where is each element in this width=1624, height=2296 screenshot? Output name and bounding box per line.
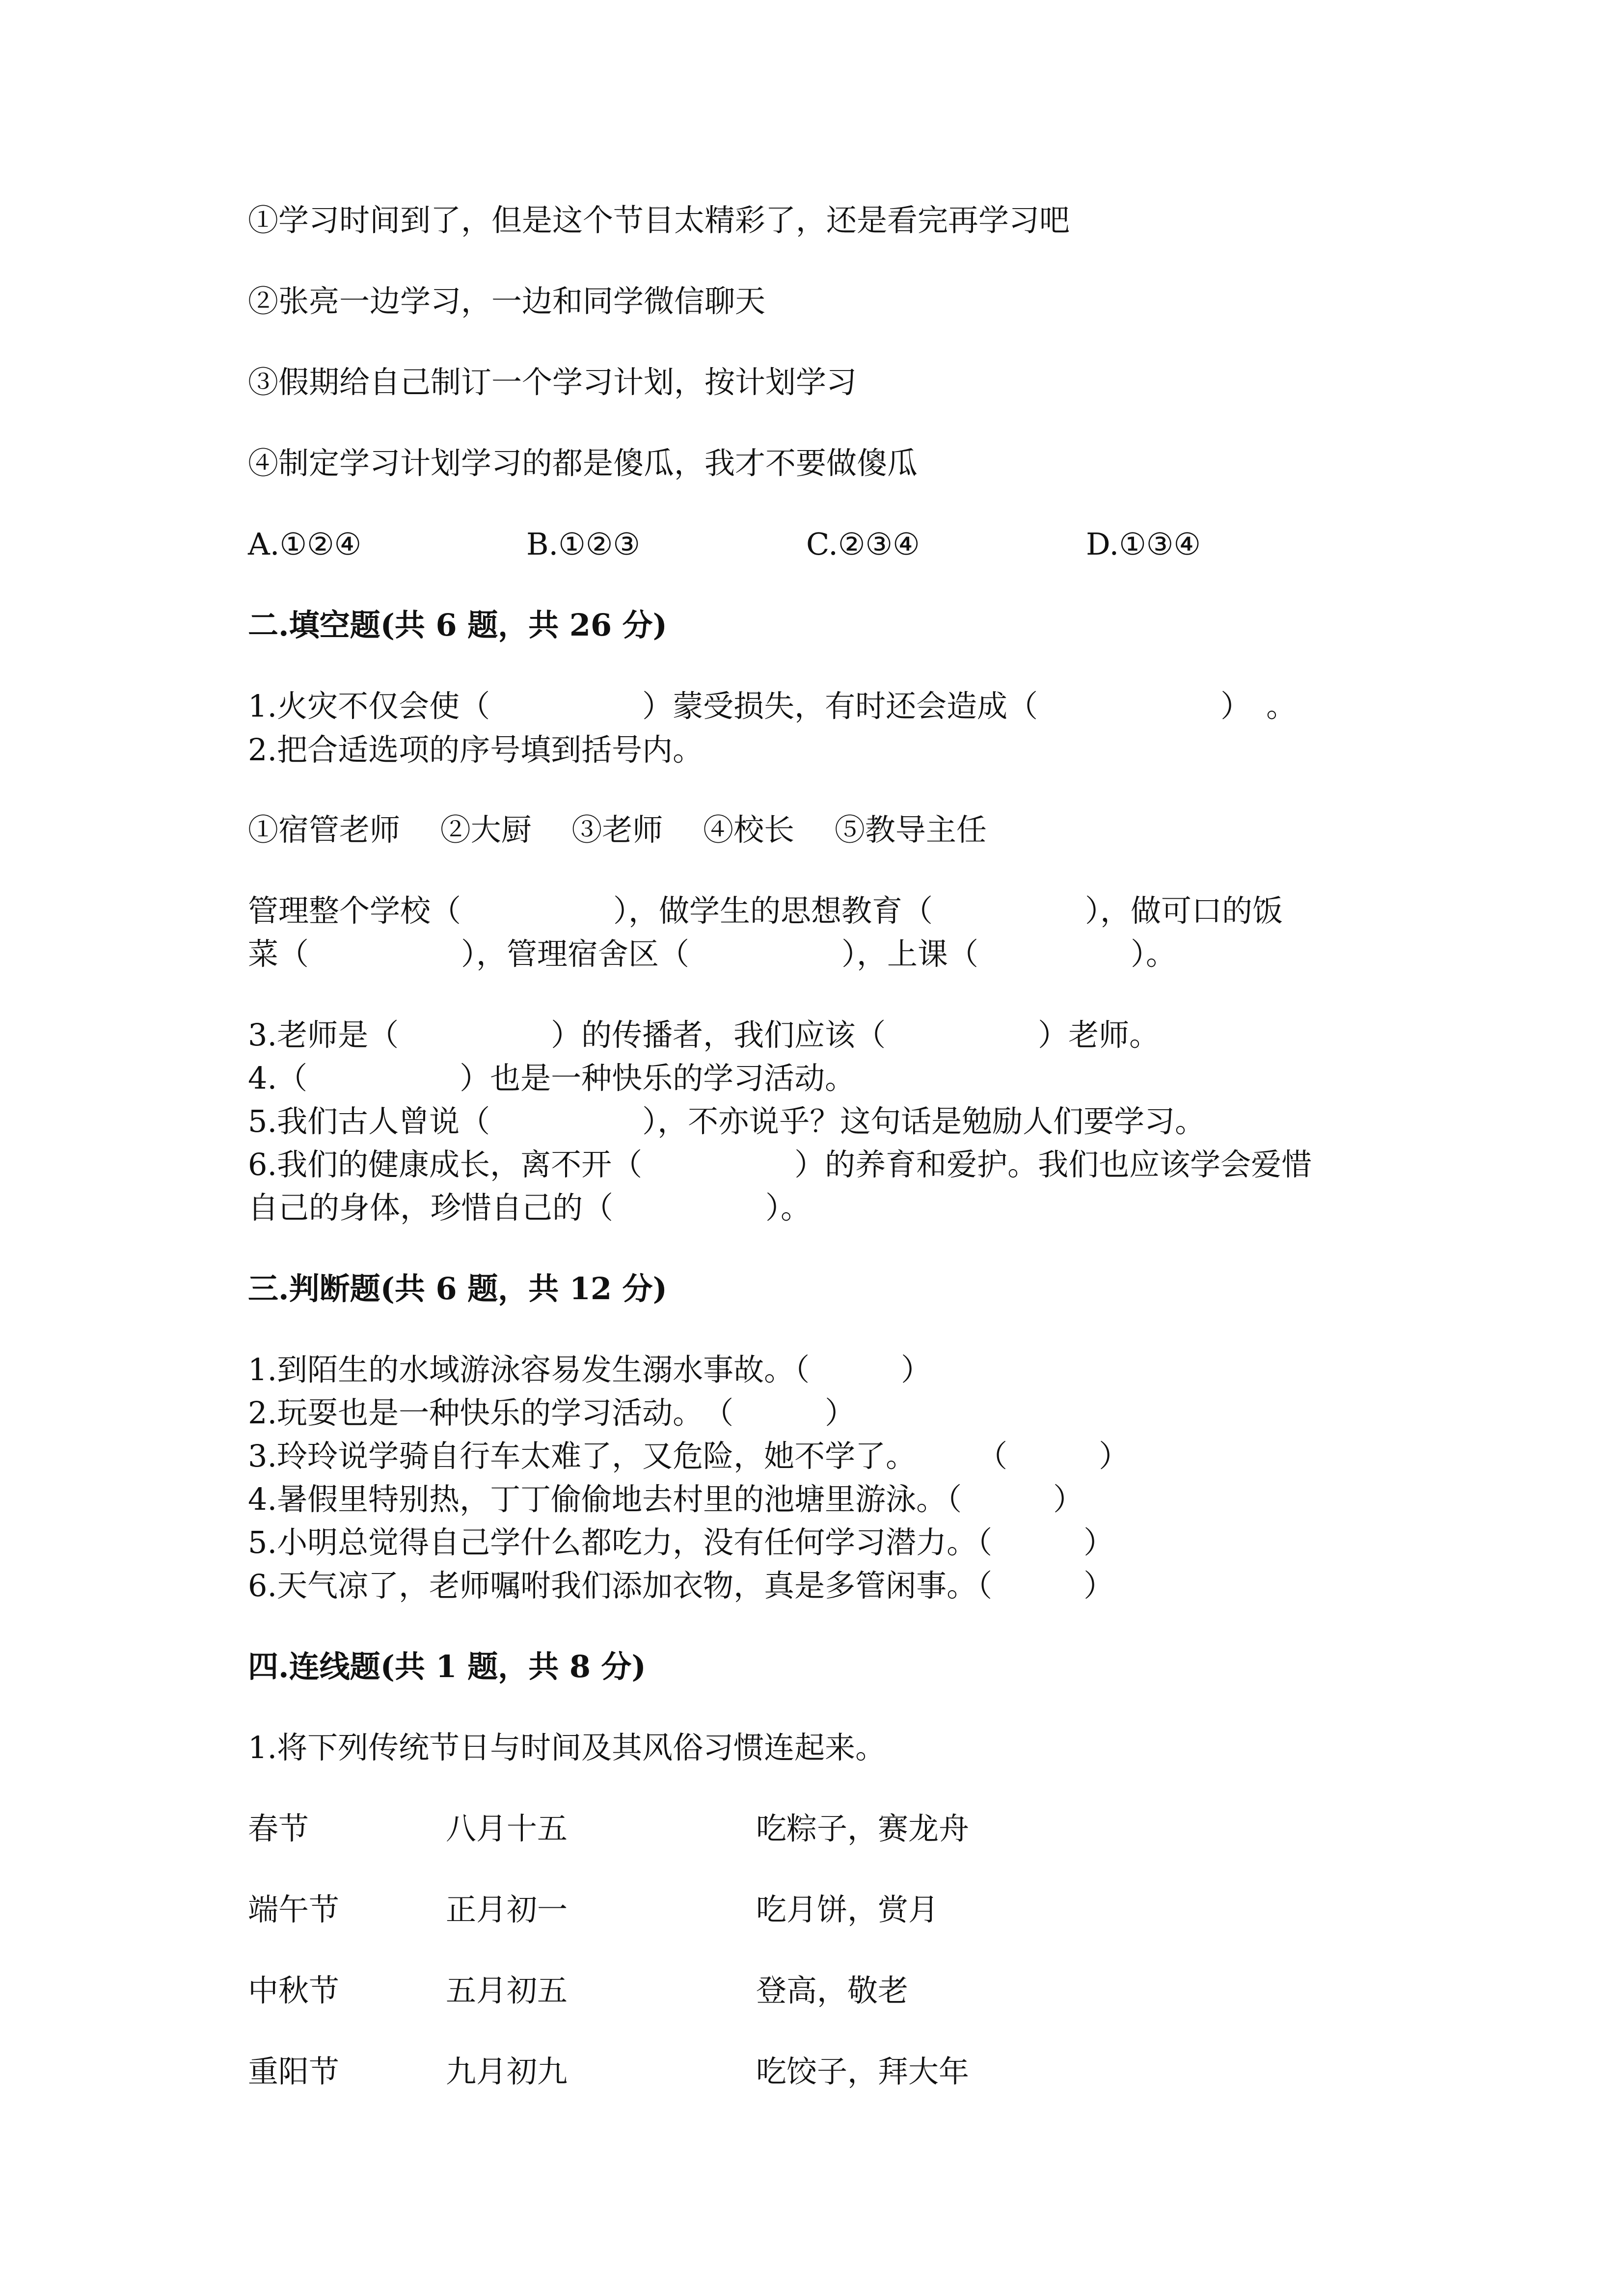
match-custom-1: 吃粽子，赛龙舟 xyxy=(756,1811,970,1846)
fill-question-2-line-2: 菜（ ），管理宿舍区（ ），上课（ ）。 xyxy=(248,936,1177,972)
mc-option-d: D.①③④ xyxy=(1086,526,1201,562)
judge-question-3: 3.玲玲说学骑自行车太难了，又危险，她不学了。 （ ） xyxy=(248,1438,1130,1474)
section-heading-fill: 二.填空题(共 6 题，共 26 分) xyxy=(248,607,668,643)
match-date-3: 五月初五 xyxy=(446,1973,568,2008)
judge-question-1: 1.到陌生的水域游泳容易发生溺水事故。（ ） xyxy=(248,1352,932,1388)
match-custom-4: 吃饺子，拜大年 xyxy=(756,2054,970,2089)
mc-option-b: B.①②③ xyxy=(526,526,641,562)
judge-question-6: 6.天气凉了，老师嘱咐我们添加衣物，真是多管闲事。（ ） xyxy=(248,1568,1114,1603)
match-custom-3: 登高，敬老 xyxy=(756,1973,909,2008)
fill-question-4: 4.（ ）也是一种快乐的学习活动。 xyxy=(248,1060,856,1096)
mc-statement-1: ①学习时间到了，但是这个节目太精彩了，还是看完再学习吧 xyxy=(248,202,1070,238)
fill-question-1: 1.火灾不仅会使（ ）蒙受损失，有时还会造成（ ） 。 xyxy=(248,688,1297,724)
match-question-1: 1.将下列传统节日与时间及其风俗习惯连起来。 xyxy=(248,1730,886,1765)
judge-question-2: 2.玩耍也是一种快乐的学习活动。 （ ） xyxy=(248,1395,856,1431)
judge-question-4: 4.暑假里特别热，丁丁偷偷地去村里的池塘里游泳。（ ） xyxy=(248,1481,1084,1517)
match-date-1: 八月十五 xyxy=(446,1811,568,1846)
fill-question-3: 3.老师是（ ）的传播者，我们应该（ ）老师。 xyxy=(248,1017,1160,1053)
match-custom-2: 吃月饼，赏月 xyxy=(756,1892,939,1927)
judge-question-5: 5.小明总觉得自己学什么都吃力，没有任何学习潜力。（ ） xyxy=(248,1524,1114,1560)
fill-question-6-line-1: 6.我们的健康成长，离不开（ ）的养育和爱护。我们也应该学会爱惜 xyxy=(248,1147,1312,1182)
fill-question-5: 5.我们古人曾说（ ），不亦说乎？这句话是勉励人们要学习。 xyxy=(248,1103,1206,1139)
mc-option-c: C.②③④ xyxy=(806,526,920,562)
match-festival-4: 重阳节 xyxy=(248,2054,340,2089)
match-festival-2: 端午节 xyxy=(248,1892,340,1927)
fill-question-2: 2.把合适选项的序号填到括号内。 xyxy=(248,732,704,768)
fill-question-2-line-1: 管理整个学校（ ），做学生的思想教育（ ），做可口的饭 xyxy=(248,893,1283,929)
section-heading-judge: 三.判断题(共 6 题，共 12 分) xyxy=(248,1271,668,1307)
fill-question-6-line-2: 自己的身体，珍惜自己的（ ）。 xyxy=(248,1190,812,1226)
fill-question-2-options: ①宿管老师 ②大厨 ③老师 ④校长 ⑤教导主任 xyxy=(248,812,987,848)
match-date-4: 九月初九 xyxy=(446,2054,568,2089)
mc-option-a: A.①②④ xyxy=(248,526,362,562)
mc-statement-3: ③假期给自己制订一个学习计划，按计划学习 xyxy=(248,364,857,400)
match-date-2: 正月初一 xyxy=(446,1892,568,1927)
mc-statement-4: ④制定学习计划学习的都是傻瓜，我才不要做傻瓜 xyxy=(248,445,918,481)
match-festival-1: 春节 xyxy=(248,1811,309,1846)
section-heading-match: 四.连线题(共 1 题，共 8 分) xyxy=(248,1649,646,1684)
mc-statement-2: ②张亮一边学习，一边和同学微信聊天 xyxy=(248,283,766,319)
match-festival-3: 中秋节 xyxy=(248,1973,340,2008)
